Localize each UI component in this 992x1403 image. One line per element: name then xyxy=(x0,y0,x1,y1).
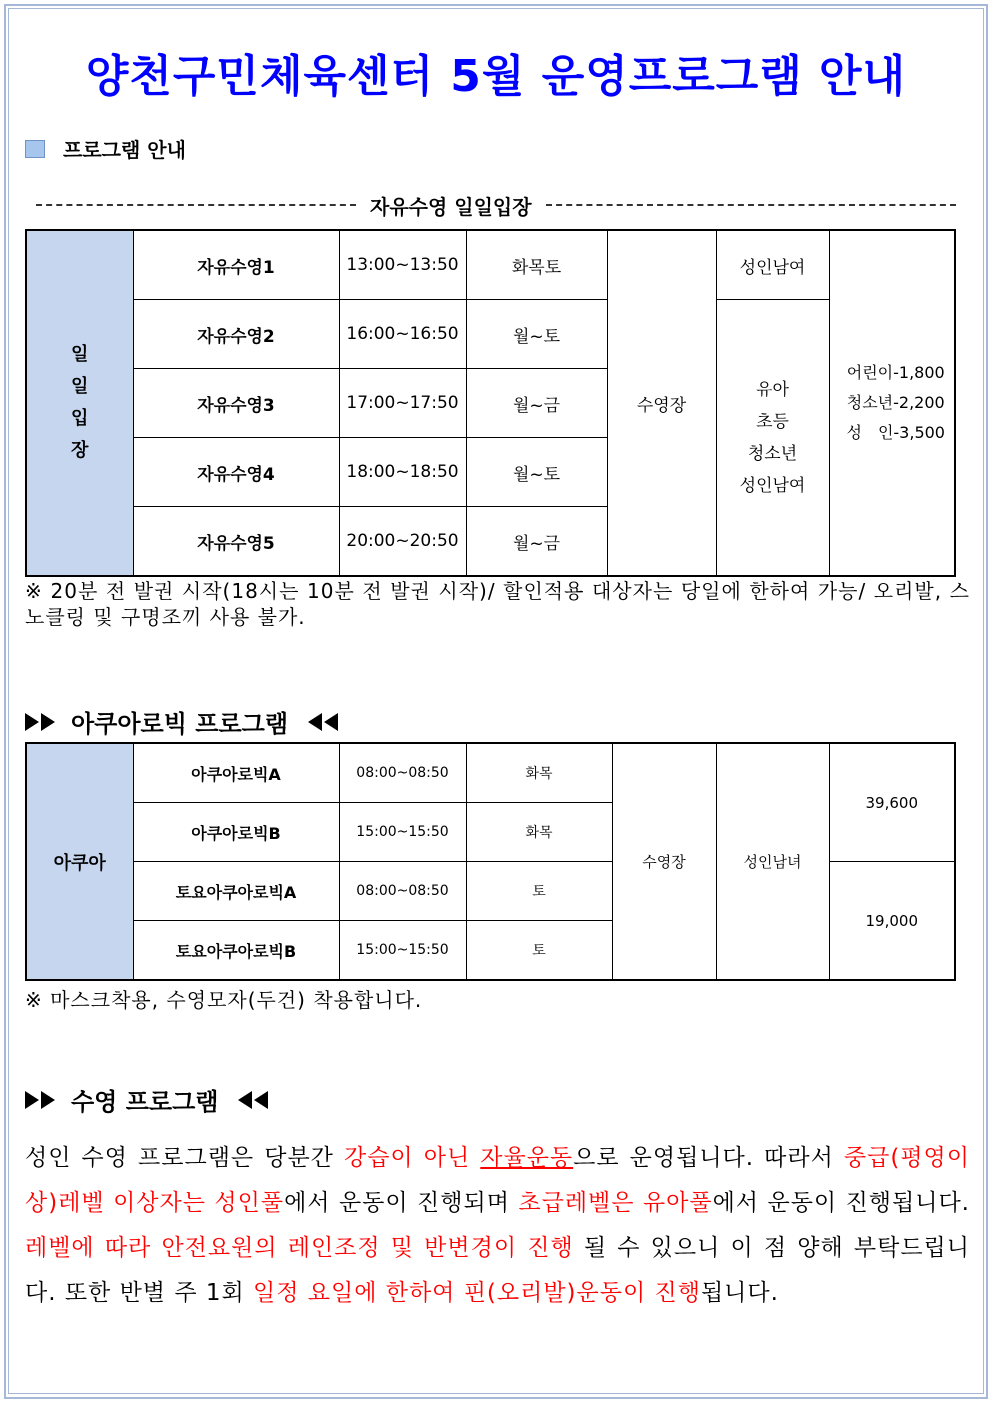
program-name: 자유수영3 xyxy=(133,369,339,438)
program-time: 17:00~17:50 xyxy=(339,369,466,438)
paragraph-text: 에서 운동이 진행되며 xyxy=(284,1190,519,1216)
program-days: 화목 xyxy=(466,743,612,803)
program-name: 토요아쿠아로빅B xyxy=(133,921,339,981)
program-target: 성인남여 xyxy=(716,230,829,300)
program-fee: 39,600 xyxy=(829,743,955,862)
table-row xyxy=(26,230,955,300)
free-swim-note: ※ 20분 전 발권 시작(18시는 10분 전 발권 시작)/ 할인적용 대상자는 당일에 한하여 가능/ 오리발, 스노클링 및 구명조끼 사용 불가. xyxy=(25,579,970,629)
paragraph-text: 됩니다. xyxy=(700,1280,779,1306)
program-time: 20:00~20:50 xyxy=(339,507,466,577)
program-time: 08:00~08:50 xyxy=(339,862,466,921)
program-days: 월~토 xyxy=(466,300,607,369)
paragraph-text: 에서 운동이 진행됩니다. xyxy=(712,1190,970,1216)
program-time: 08:00~08:50 xyxy=(339,743,466,803)
program-time: 15:00~15:50 xyxy=(339,803,466,862)
paragraph-emphasis: 중급(평영이상)레벨 이상자는 성인풀 xyxy=(25,1145,970,1216)
paragraph-text: 성인 수영 프로그램은 당분간 xyxy=(25,1145,344,1171)
square-bullet-icon xyxy=(25,140,45,158)
arrow-left-icon xyxy=(238,1091,252,1109)
aqua-heading xyxy=(25,704,338,739)
free-swim-table xyxy=(25,229,956,577)
program-days: 월~금 xyxy=(466,369,607,438)
program-fee: 19,000 xyxy=(829,862,955,981)
paragraph-text: 으로 운영됩니다. 따라서 xyxy=(573,1145,844,1171)
arrow-right-icon xyxy=(41,713,55,731)
program-time: 16:00~16:50 xyxy=(339,300,466,369)
program-name: 아쿠아로빅A xyxy=(133,743,339,803)
aqua-note: ※ 마스크착용, 수영모자(두건) 착용합니다. xyxy=(25,988,423,1012)
section-header xyxy=(25,134,186,163)
program-target: 유아 초등 청소년 성인남여 xyxy=(716,300,829,577)
program-time: 18:00~18:50 xyxy=(339,438,466,507)
arrow-left-icon xyxy=(308,713,322,731)
program-name: 아쿠아로빅B xyxy=(133,803,339,862)
program-place: 수영장 xyxy=(607,230,716,576)
arrow-right-icon xyxy=(41,1091,55,1109)
program-name: 자유수영5 xyxy=(133,507,339,577)
program-days: 화목토 xyxy=(466,230,607,300)
arrow-right-icon xyxy=(25,713,39,731)
paragraph-emphasis-underlined: 자율운동 xyxy=(480,1145,574,1171)
paragraph-emphasis: 강습이 아닌 xyxy=(343,1145,481,1171)
arrow-right-icon xyxy=(25,1091,39,1109)
paragraph-emphasis: 초급레벨은 유아풀 xyxy=(518,1190,713,1216)
program-time: 15:00~15:50 xyxy=(339,921,466,981)
aqua-table xyxy=(25,742,956,981)
swim-program-heading xyxy=(25,1082,268,1117)
program-days: 토 xyxy=(466,862,612,921)
program-fees: 어린이-1,800 청소년-2,200 성 인-3,500 xyxy=(829,230,955,576)
dashed-divider-left xyxy=(36,204,356,206)
free-swim-side-label: 일 일 입 장 xyxy=(26,230,133,576)
paragraph-emphasis: 레벨에 따라 안전요원의 레인조정 및 반변경이 진행 xyxy=(25,1235,574,1261)
page-title: 양천구민체육센터 5월 운영프로그램 안내 xyxy=(85,51,907,102)
program-name: 자유수영1 xyxy=(133,230,339,300)
program-time: 13:00~13:50 xyxy=(339,230,466,300)
aqua-side-label: 아쿠아 xyxy=(26,743,133,980)
program-days: 토 xyxy=(466,921,612,981)
program-name: 토요아쿠아로빅A xyxy=(133,862,339,921)
section-header-label: 프로그램 안내 xyxy=(63,138,186,162)
program-target: 성인남녀 xyxy=(716,743,829,980)
table-row xyxy=(26,300,955,369)
table-row xyxy=(26,743,955,803)
free-swim-heading xyxy=(36,190,956,220)
program-days: 화목 xyxy=(466,803,612,862)
program-days: 월~금 xyxy=(466,507,607,577)
swim-program-heading-label: 수영 프로그램 xyxy=(71,1088,219,1116)
dashed-divider-right xyxy=(546,204,956,206)
program-name: 자유수영2 xyxy=(133,300,339,369)
program-days: 월~토 xyxy=(466,438,607,507)
arrow-left-icon xyxy=(324,713,338,731)
arrow-left-icon xyxy=(254,1091,268,1109)
program-place: 수영장 xyxy=(612,743,716,980)
program-name: 자유수영4 xyxy=(133,438,339,507)
paragraph-emphasis: 일정 요일에 한하여 핀(오리발)운동이 진행 xyxy=(253,1280,701,1306)
free-swim-heading-label: 자유수영 일일입장 xyxy=(370,194,532,219)
aqua-heading-label: 아쿠아로빅 프로그램 xyxy=(71,710,289,738)
paragraph-text: 될 수 있으니 이 점 양해 부탁드립니다. 또한 반별 주 1회 xyxy=(25,1235,970,1306)
swim-program-paragraph xyxy=(25,1136,970,1316)
